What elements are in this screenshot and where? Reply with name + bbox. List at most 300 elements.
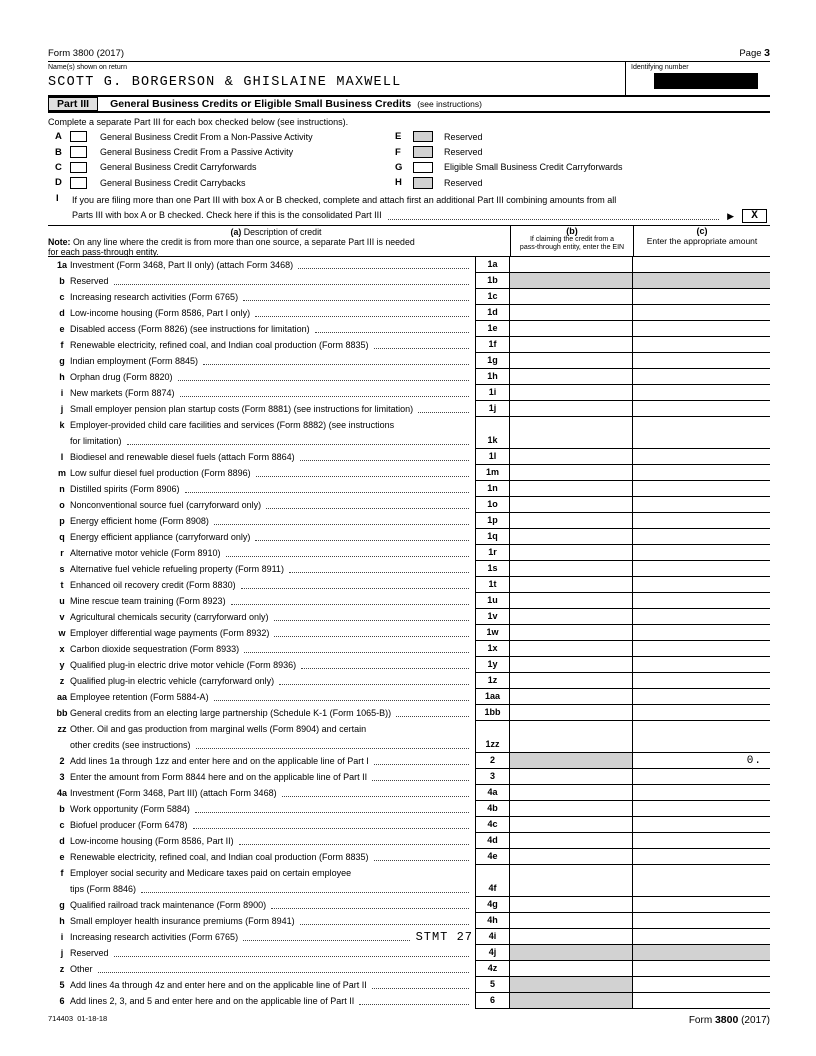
description-wrap	[70, 641, 475, 657]
table-row	[48, 497, 770, 513]
credit-description: Carbon dioxide sequestration (Form 8933)	[70, 643, 240, 654]
description-cell	[48, 449, 475, 465]
credit-description: Qualified plug-in electric vehicle (carryforward only)	[70, 675, 275, 686]
amount-value: 0.	[746, 754, 762, 767]
ein-cell[interactable]	[510, 257, 633, 273]
credit-description-line2	[70, 881, 475, 897]
description-cell	[48, 977, 475, 993]
line-number-cell: 6	[475, 993, 510, 1009]
line-number-cell: 3	[475, 769, 510, 785]
line-i-text-2-label: Parts III with box A or B checked. Check here if this is the consolidated Part III	[72, 209, 382, 220]
dotted-leader	[374, 764, 469, 765]
ein-cell[interactable]	[510, 913, 633, 929]
description-wrap	[70, 353, 475, 369]
amount-cell[interactable]	[633, 545, 770, 561]
line-number-cell: 4f	[475, 865, 510, 897]
checkbox-G[interactable]	[413, 162, 433, 174]
table-row	[48, 609, 770, 625]
credit-description-line	[70, 385, 475, 401]
row-letter: f	[60, 867, 64, 878]
row-letter: x	[59, 643, 65, 654]
description-wrap	[70, 577, 475, 593]
dotted-leader	[185, 492, 469, 493]
table-row	[48, 801, 770, 817]
ein-cell[interactable]	[510, 497, 633, 513]
row-letter: i	[60, 387, 64, 398]
row-letter: z	[59, 675, 65, 686]
amount-cell	[633, 945, 770, 961]
row-letter: c	[59, 291, 65, 302]
amount-cell[interactable]	[633, 289, 770, 305]
arrow-right-icon: ▶	[727, 210, 734, 221]
credit-description: Other. Oil and gas production from marginal wells (Form 8904) and certain	[70, 723, 367, 734]
description-cell	[48, 865, 475, 897]
ein-cell[interactable]	[510, 833, 633, 849]
credit-description: Indian employment (Form 8845)	[70, 355, 199, 366]
line-number-cell: 4z	[475, 961, 510, 977]
description-wrap	[70, 401, 475, 417]
dotted-leader	[195, 812, 469, 813]
description-cell	[48, 513, 475, 529]
line-number-cell: 1o	[475, 497, 510, 513]
amount-cell[interactable]	[633, 609, 770, 625]
credit-description-line	[70, 513, 475, 529]
table-header	[48, 226, 770, 257]
checkbox-label: General Business Credit From a Non-Passive Activity	[100, 131, 313, 142]
row-letter: n	[59, 483, 65, 494]
description-cell	[48, 481, 475, 497]
amount-cell[interactable]	[633, 401, 770, 417]
amount-cell[interactable]	[633, 721, 770, 753]
line-number-cell: 1m	[475, 465, 510, 481]
page-number: 3	[764, 47, 770, 59]
description-wrap	[70, 705, 475, 721]
table-row	[48, 865, 770, 897]
credit-description-line	[70, 769, 475, 785]
identifying-number-redaction	[654, 73, 758, 89]
amount-cell[interactable]	[633, 353, 770, 369]
credit-description: Increasing research activities (Form 6765)	[70, 931, 239, 942]
description-wrap	[70, 609, 475, 625]
checkbox-letter: E	[395, 131, 402, 143]
consolidated-part-iii-checkbox[interactable]: X	[742, 209, 767, 223]
row-letter: e	[59, 323, 65, 334]
checkbox-label: General Business Credit From a Passive Activity	[100, 147, 294, 158]
page-indicator	[739, 47, 770, 59]
table-row	[48, 577, 770, 593]
checkbox-E	[413, 131, 433, 143]
ein-cell[interactable]	[510, 289, 633, 305]
credit-description: Add lines 1a through 1zz and enter here and on the applicable line of Part I	[70, 755, 369, 766]
table-row	[48, 721, 770, 753]
ein-cell[interactable]	[510, 721, 633, 753]
amount-cell[interactable]	[633, 769, 770, 785]
description-wrap	[70, 385, 475, 401]
amount-cell[interactable]	[633, 369, 770, 385]
taxpayer-name: SCOTT G. BORGERSON & GHISLAINE MAXWELL	[48, 75, 402, 90]
ein-cell[interactable]	[510, 625, 633, 641]
ein-cell[interactable]	[510, 801, 633, 817]
name-id-section	[48, 62, 770, 97]
table-row	[48, 673, 770, 689]
amount-cell[interactable]	[633, 961, 770, 977]
ein-cell[interactable]	[510, 849, 633, 865]
description-wrap	[70, 785, 475, 801]
description-cell	[48, 785, 475, 801]
amount-cell[interactable]	[633, 449, 770, 465]
credit-description-line	[70, 929, 475, 945]
credit-description-line	[70, 993, 475, 1009]
amount-cell[interactable]	[633, 465, 770, 481]
checkbox-label: Eligible Small Business Credit Carryforwards	[444, 162, 623, 173]
dotted-leader	[114, 284, 469, 285]
row-letter: o	[59, 499, 65, 510]
checkbox-A[interactable]	[70, 131, 87, 143]
credit-description: Mine rescue team training (Form 8923)	[70, 595, 226, 606]
note-label: Note:	[48, 236, 71, 247]
amount-cell[interactable]	[633, 385, 770, 401]
amount-cell[interactable]	[633, 337, 770, 353]
page-word: Page	[739, 48, 762, 59]
dotted-leader	[214, 700, 469, 701]
ein-cell[interactable]	[510, 577, 633, 593]
amount-cell[interactable]	[633, 417, 770, 449]
row-letter: v	[59, 611, 65, 622]
table-row	[48, 849, 770, 865]
credit-description-line	[70, 673, 475, 689]
description-cell	[48, 721, 475, 753]
amount-cell[interactable]	[633, 817, 770, 833]
part-iii-title	[110, 97, 482, 111]
credit-description: Work opportunity (Form 5884)	[70, 803, 190, 814]
line-number-cell: 4i	[475, 929, 510, 945]
amount-cell[interactable]	[633, 913, 770, 929]
credit-description-line	[70, 321, 475, 337]
table-row	[48, 769, 770, 785]
credit-box-row-A	[48, 129, 388, 144]
amount-cell[interactable]	[633, 529, 770, 545]
credit-description-line2	[70, 433, 475, 449]
credit-description-line	[70, 817, 475, 833]
checkbox-letter: D	[55, 177, 62, 189]
description-cell	[48, 337, 475, 353]
table-row	[48, 929, 770, 945]
dotted-leader	[300, 460, 469, 461]
line-number-cell: 1bb	[475, 705, 510, 721]
ein-cell[interactable]	[510, 673, 633, 689]
column-b-header	[510, 226, 633, 257]
description-wrap	[70, 689, 475, 705]
table-row	[48, 977, 770, 993]
ein-cell[interactable]	[510, 385, 633, 401]
dotted-leader	[255, 316, 469, 317]
checkbox-label: Reserved	[444, 177, 483, 188]
credit-description: Low sulfur diesel fuel production (Form 8896)	[70, 467, 251, 478]
line-number-cell: 1y	[475, 657, 510, 673]
table-row	[48, 545, 770, 561]
amount-cell[interactable]	[633, 753, 770, 769]
amount-cell[interactable]	[633, 641, 770, 657]
credit-description: Enter the amount from Form 8844 here and on the applicable line of Part II	[70, 771, 368, 782]
line-i-letter: I	[56, 192, 59, 204]
ein-cell[interactable]	[510, 321, 633, 337]
note-line-2: for each pass-through entity.	[48, 246, 159, 257]
line-number-cell: 1u	[475, 593, 510, 609]
checkbox-letter: H	[395, 177, 402, 189]
ein-cell[interactable]	[510, 401, 633, 417]
description-wrap	[70, 801, 475, 817]
credit-description: Reserved	[70, 275, 109, 286]
credit-description: Qualified plug-in electric drive motor vehicle (Form 8936)	[70, 659, 297, 670]
amount-cell[interactable]	[633, 849, 770, 865]
ein-cell[interactable]	[510, 561, 633, 577]
page-footer	[48, 1014, 770, 1026]
credit-description: Biodiesel and renewable diesel fuels (attach Form 8864)	[70, 451, 295, 462]
note-line-1: On any line where the credit is from more than one source, a separate Part III is needed	[72, 236, 415, 247]
description-cell	[48, 705, 475, 721]
row-letter: i	[60, 931, 64, 942]
line-number-cell: 1d	[475, 305, 510, 321]
amount-cell[interactable]	[633, 993, 770, 1009]
line-number-cell: 1r	[475, 545, 510, 561]
ein-cell[interactable]	[510, 417, 633, 449]
line-number-cell: 1a	[475, 257, 510, 273]
table-row	[48, 897, 770, 913]
credit-description-line	[70, 897, 475, 913]
row-letter: w	[58, 627, 66, 638]
description-wrap	[70, 769, 475, 785]
checkbox-label: Reserved	[444, 147, 483, 158]
checkbox-letter: C	[55, 161, 62, 173]
intro-text: Complete a separate Part III for each box checked below (see instructions).	[48, 117, 349, 127]
credit-description: Energy efficient home (Form 8908)	[70, 515, 209, 526]
description-cell	[48, 945, 475, 961]
description-wrap	[70, 993, 475, 1009]
amount-cell[interactable]	[633, 689, 770, 705]
description-cell	[48, 817, 475, 833]
line-number-cell: 4g	[475, 897, 510, 913]
checkbox-H	[413, 177, 433, 189]
ein-cell[interactable]	[510, 785, 633, 801]
description-wrap	[70, 817, 475, 833]
table-row	[48, 529, 770, 545]
checkbox-D[interactable]	[70, 177, 87, 189]
footer-form-number: 3800	[714, 1013, 739, 1026]
checkbox-column-left	[48, 129, 388, 191]
dotted-leader	[289, 572, 469, 573]
table-row	[48, 449, 770, 465]
amount-cell[interactable]	[633, 577, 770, 593]
line-i-text	[72, 193, 770, 223]
row-letter: 4a	[56, 787, 67, 798]
form-id: Form 3800 (2017)	[48, 48, 125, 59]
line-number-cell: 1j	[475, 401, 510, 417]
description-cell	[48, 897, 475, 913]
ein-cell[interactable]	[510, 513, 633, 529]
table-row	[48, 817, 770, 833]
ein-cell[interactable]	[510, 769, 633, 785]
amount-cell[interactable]	[633, 833, 770, 849]
credit-description: Enhanced oil recovery credit (Form 8830)	[70, 579, 236, 590]
description-wrap	[70, 625, 475, 641]
description-cell	[48, 321, 475, 337]
table-row	[48, 353, 770, 369]
row-letter: z	[59, 963, 65, 974]
credit-description-cont: tips (Form 8846)	[70, 883, 137, 894]
credit-description-line	[70, 657, 475, 673]
description-cell	[48, 385, 475, 401]
column-a-header	[48, 226, 510, 257]
row-letter: r	[60, 547, 64, 558]
line-number-cell: 1q	[475, 529, 510, 545]
description-cell	[48, 289, 475, 305]
dotted-leader	[98, 972, 469, 973]
ein-cell[interactable]	[510, 657, 633, 673]
credit-description: Qualified railroad track maintenance (Form 8900)	[70, 899, 267, 910]
description-wrap	[70, 865, 475, 897]
amount-cell[interactable]	[633, 865, 770, 897]
ein-cell[interactable]	[510, 369, 633, 385]
line-number-cell: 1v	[475, 609, 510, 625]
checkbox-letter: F	[395, 146, 401, 158]
ein-cell[interactable]	[510, 449, 633, 465]
description-wrap	[70, 369, 475, 385]
line-number-cell: 1n	[475, 481, 510, 497]
ein-cell[interactable]	[510, 609, 633, 625]
amount-cell[interactable]	[633, 785, 770, 801]
amount-cell[interactable]	[633, 513, 770, 529]
amount-cell[interactable]	[633, 257, 770, 273]
amount-cell[interactable]	[633, 305, 770, 321]
amount-cell[interactable]	[633, 929, 770, 945]
row-letter: y	[59, 659, 65, 670]
checkbox-C[interactable]	[70, 162, 87, 174]
ein-cell[interactable]	[510, 689, 633, 705]
ein-cell[interactable]	[510, 865, 633, 897]
ein-cell[interactable]	[510, 305, 633, 321]
description-wrap	[70, 849, 475, 865]
column-c-text: Enter the appropriate amount	[646, 236, 758, 247]
credit-description-line	[70, 257, 475, 273]
table-row	[48, 321, 770, 337]
credit-box-row-D	[48, 175, 388, 190]
description-cell	[48, 849, 475, 865]
description-wrap	[70, 273, 475, 289]
ein-cell[interactable]	[510, 929, 633, 945]
credit-description: Energy efficient appliance (carryforward only)	[70, 531, 251, 542]
amount-cell[interactable]	[633, 897, 770, 913]
amount-cell[interactable]	[633, 625, 770, 641]
table-row	[48, 689, 770, 705]
amount-cell[interactable]	[633, 561, 770, 577]
description-cell	[48, 641, 475, 657]
line-number-cell: 1w	[475, 625, 510, 641]
checkbox-letter: A	[55, 131, 62, 143]
ein-cell[interactable]	[510, 337, 633, 353]
description-wrap	[70, 913, 475, 929]
credit-description: Low-income housing (Form 8586, Part II)	[70, 835, 234, 846]
dotted-leader	[388, 219, 719, 220]
dotted-leader	[231, 604, 469, 605]
row-letter: k	[59, 419, 65, 430]
amount-cell[interactable]	[633, 321, 770, 337]
line-number-cell: 1zz	[475, 721, 510, 753]
description-wrap	[70, 417, 475, 449]
credit-description-line	[70, 401, 475, 417]
footer-code: 714403 01-18-18	[48, 1013, 108, 1023]
ein-cell[interactable]	[510, 481, 633, 497]
column-b-text-1: If claiming the credit from a	[529, 236, 615, 244]
amount-cell[interactable]	[633, 497, 770, 513]
identifying-number-field	[625, 62, 770, 95]
credit-description-line	[70, 833, 475, 849]
credit-description-line	[70, 529, 475, 545]
description-wrap	[70, 721, 475, 753]
amount-cell[interactable]	[633, 673, 770, 689]
credit-box-row-H	[388, 175, 770, 190]
table-row	[48, 833, 770, 849]
amount-cell[interactable]	[633, 977, 770, 993]
description-wrap	[70, 545, 475, 561]
credit-description: Investment (Form 3468, Part III) (attach Form 3468)	[70, 787, 277, 798]
credit-description: Orphan drug (Form 8820)	[70, 371, 173, 382]
checkbox-B[interactable]	[70, 146, 87, 158]
ein-cell[interactable]	[510, 961, 633, 977]
ein-cell[interactable]	[510, 529, 633, 545]
ein-cell[interactable]	[510, 545, 633, 561]
table-row	[48, 417, 770, 449]
ein-cell[interactable]	[510, 593, 633, 609]
row-letter: d	[59, 307, 65, 318]
description-wrap	[70, 449, 475, 465]
ein-cell[interactable]	[510, 641, 633, 657]
amount-cell[interactable]	[633, 705, 770, 721]
amount-cell[interactable]	[633, 657, 770, 673]
credit-description: Biofuel producer (Form 6478)	[70, 819, 188, 830]
description-cell	[48, 577, 475, 593]
row-letter: l	[60, 451, 64, 462]
ein-cell[interactable]	[510, 705, 633, 721]
amount-cell[interactable]	[633, 481, 770, 497]
ein-cell[interactable]	[510, 465, 633, 481]
ein-cell[interactable]	[510, 897, 633, 913]
description-wrap	[70, 977, 475, 993]
part-iii-badge: Part III	[48, 97, 98, 111]
amount-cell[interactable]	[633, 801, 770, 817]
table-row	[48, 369, 770, 385]
credit-description-line	[70, 337, 475, 353]
description-wrap	[70, 673, 475, 689]
description-cell	[48, 769, 475, 785]
column-c-letter: (c)	[696, 225, 708, 236]
credit-description-line	[70, 465, 475, 481]
row-letter: g	[59, 899, 65, 910]
credit-description: Employee retention (Form 5884-A)	[70, 691, 209, 702]
dotted-leader	[255, 540, 469, 541]
dotted-leader	[315, 332, 469, 333]
row-letter: b	[59, 803, 65, 814]
credit-description: Add lines 4a through 4z and enter here and on the applicable line of Part II	[70, 979, 367, 990]
line-i-text-2	[72, 208, 770, 223]
ein-cell[interactable]	[510, 817, 633, 833]
name-label: Name(s) shown on return	[48, 64, 127, 71]
row-letter: h	[59, 915, 65, 926]
ein-cell	[510, 273, 633, 289]
line-number-cell: 1b	[475, 273, 510, 289]
ein-cell[interactable]	[510, 353, 633, 369]
amount-cell[interactable]	[633, 593, 770, 609]
ein-cell	[510, 945, 633, 961]
